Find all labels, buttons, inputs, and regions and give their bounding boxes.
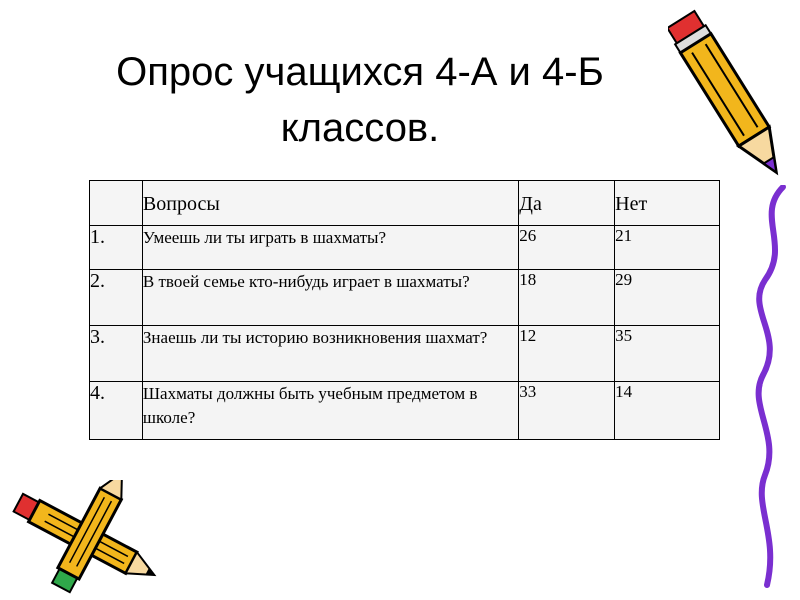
row-number: 3. bbox=[90, 326, 143, 382]
row-no-count: 14 bbox=[615, 382, 720, 440]
table-row bbox=[90, 226, 720, 270]
table-header-row bbox=[90, 181, 720, 226]
header-no: Нет bbox=[615, 181, 720, 226]
survey-table bbox=[89, 180, 720, 440]
row-no-count: 35 bbox=[615, 326, 720, 382]
row-yes-count: 26 bbox=[519, 226, 615, 270]
pencil-icon bbox=[668, 0, 788, 195]
row-yes-count: 12 bbox=[519, 326, 615, 382]
row-question: Шахматы должны быть учебным предметом в школе? bbox=[142, 382, 518, 440]
row-question: Знаешь ли ты историю возникновения шахмат? bbox=[142, 326, 518, 382]
row-number: 2. bbox=[90, 270, 143, 326]
crossed-pencils-icon bbox=[0, 480, 175, 595]
row-number: 1. bbox=[90, 226, 143, 270]
table-row bbox=[90, 270, 720, 326]
squiggle-line-icon bbox=[735, 185, 795, 590]
header-questions: Вопросы bbox=[142, 181, 518, 226]
row-question: В твоей семье кто-нибудь играет в шахматы? bbox=[142, 270, 518, 326]
row-yes-count: 18 bbox=[519, 270, 615, 326]
table-row bbox=[90, 382, 720, 440]
row-no-count: 29 bbox=[615, 270, 720, 326]
slide-title bbox=[40, 44, 680, 156]
row-number: 4. bbox=[90, 382, 143, 440]
table-row bbox=[90, 326, 720, 382]
slide-title-line-1: Опрос учащихся 4-А и 4-Б bbox=[116, 50, 604, 94]
row-no-count: 21 bbox=[615, 226, 720, 270]
header-number bbox=[90, 181, 143, 226]
row-question: Умеешь ли ты играть в шахматы? bbox=[142, 226, 518, 270]
slide-title-line-2: классов. bbox=[280, 106, 440, 150]
header-yes: Да bbox=[519, 181, 615, 226]
row-yes-count: 33 bbox=[519, 382, 615, 440]
